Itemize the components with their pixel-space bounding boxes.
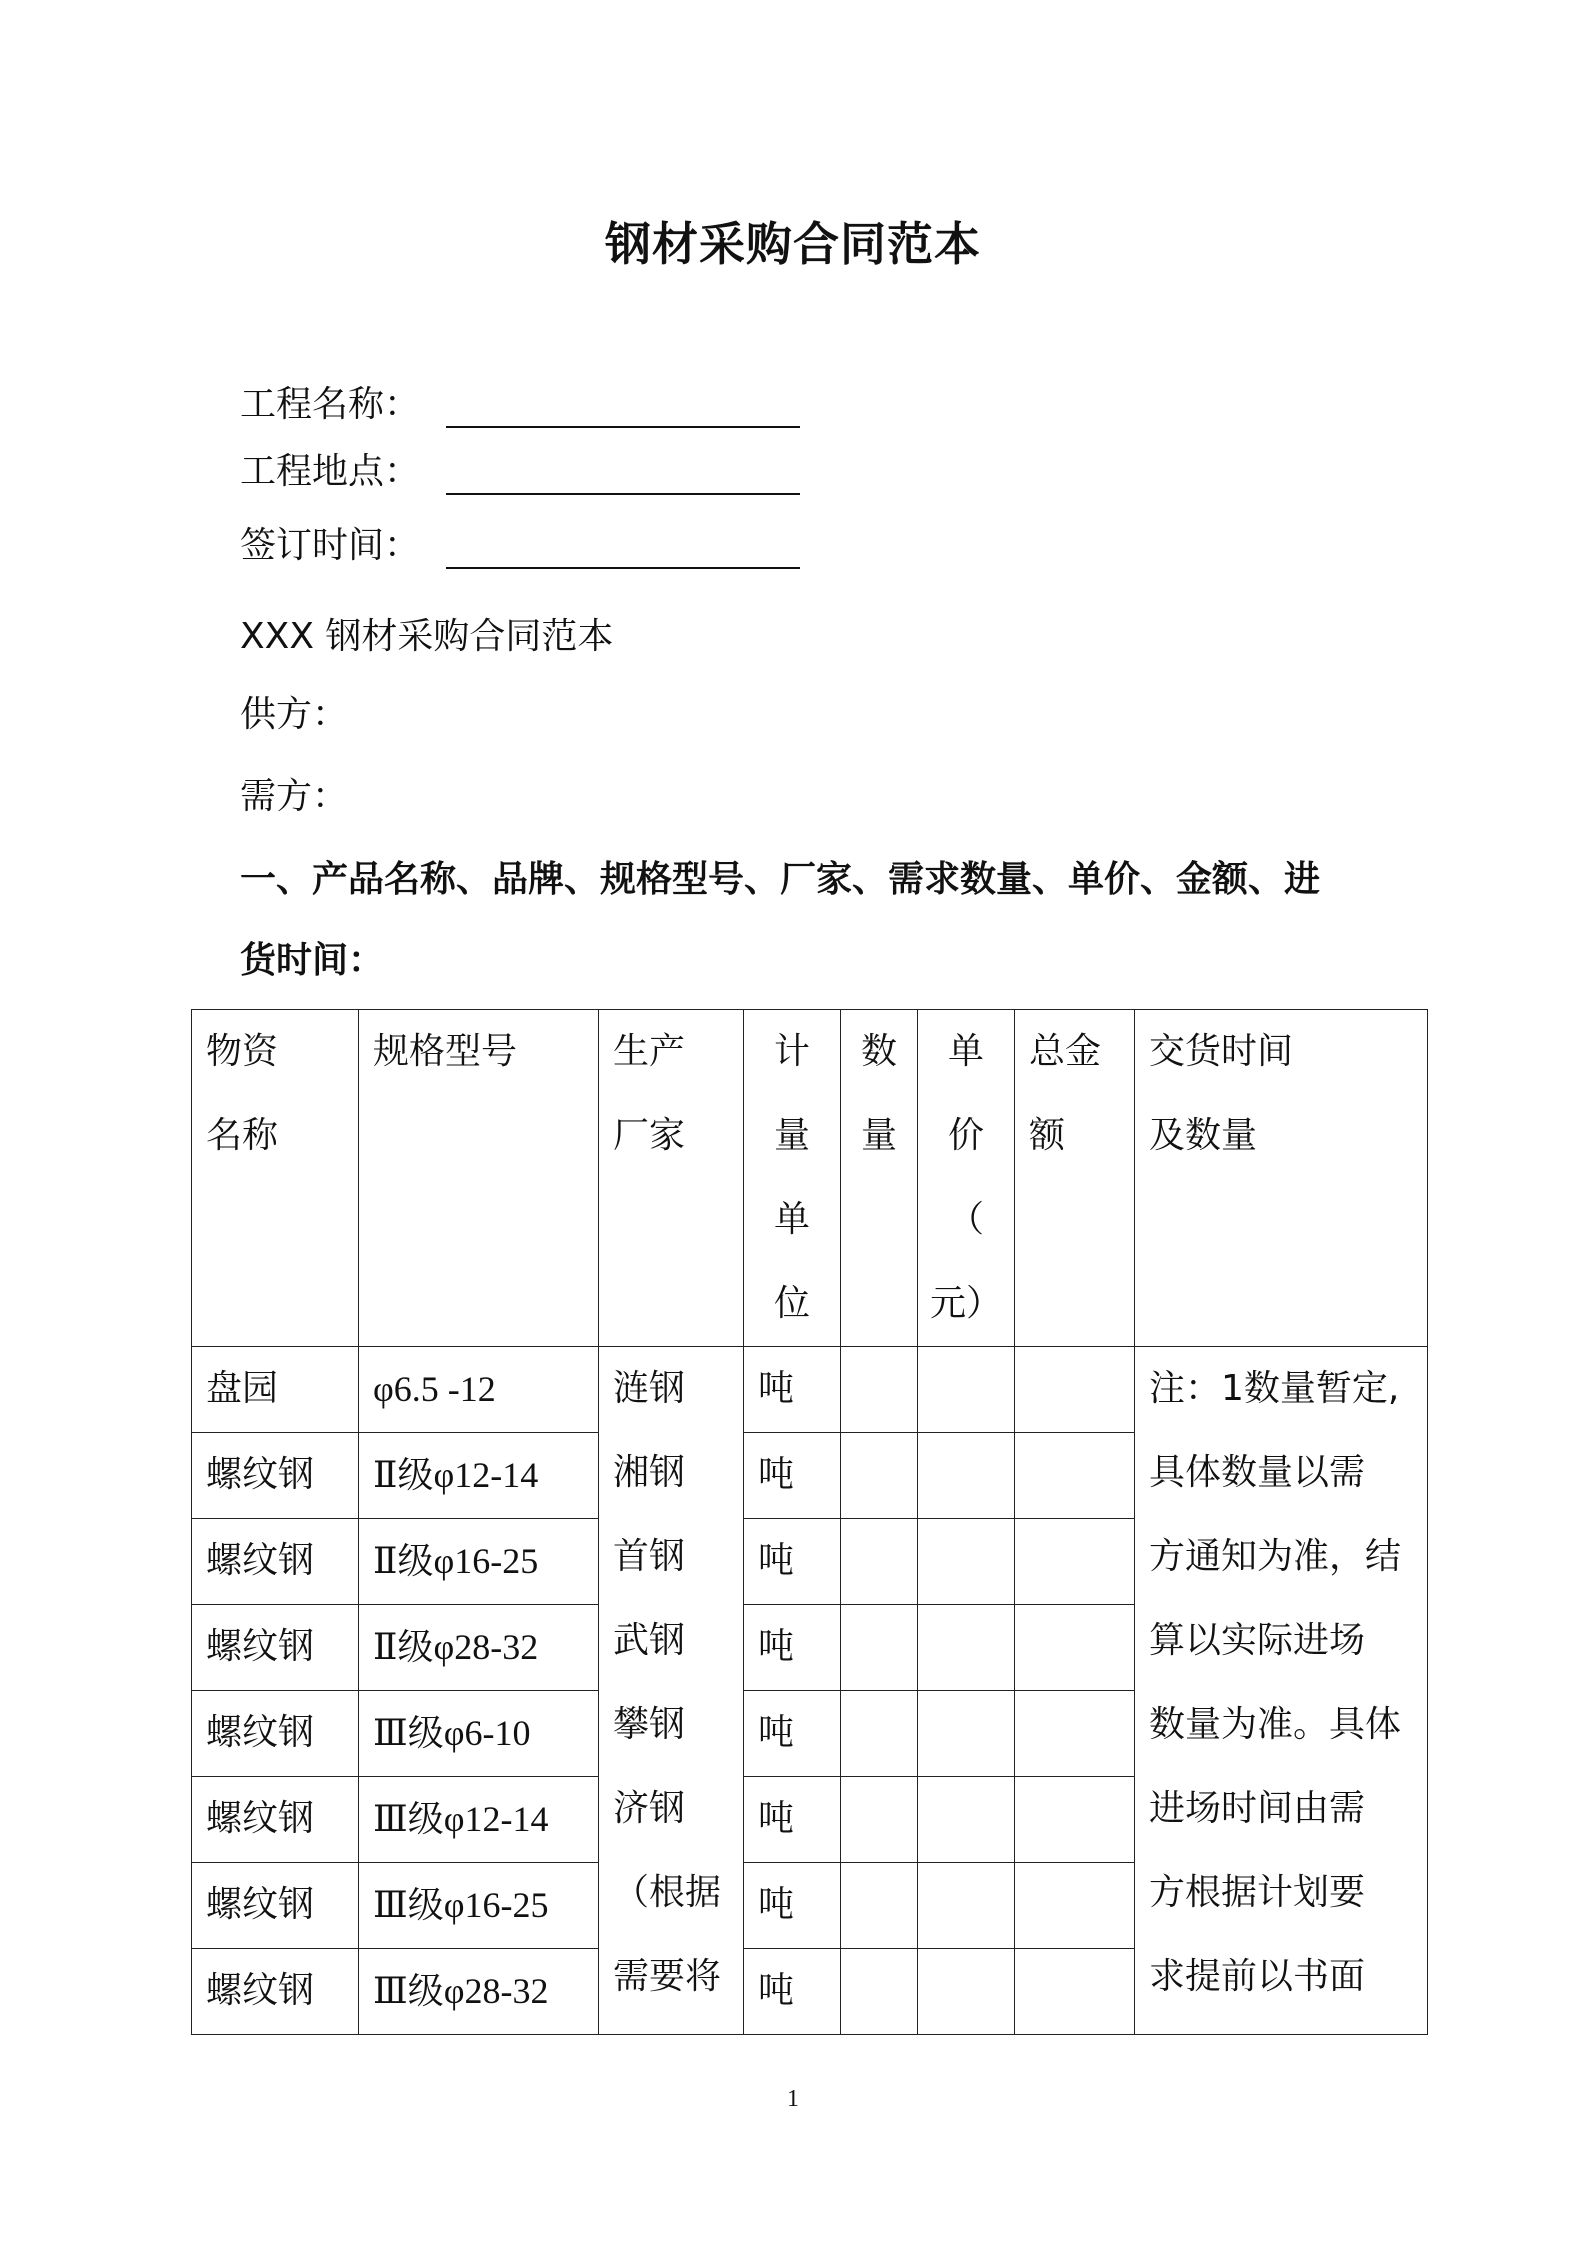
cell-quantity bbox=[841, 1347, 918, 1433]
header-delivery: 交货时间 及数量 bbox=[1135, 1010, 1428, 1347]
manufacturer-line: 攀钢 bbox=[613, 1704, 686, 1745]
cell-manufacturers bbox=[599, 1347, 744, 2035]
manufacturer-line: （根据 bbox=[613, 1872, 722, 1913]
header-unit: 计 量 单 位 bbox=[744, 1010, 841, 1347]
page-number: 1 bbox=[787, 2086, 799, 2112]
cell-total bbox=[1015, 1519, 1135, 1605]
cell-unit-price bbox=[918, 1605, 1015, 1691]
cell-material-name: 螺纹钢 bbox=[192, 1691, 359, 1777]
cell-total bbox=[1015, 1605, 1135, 1691]
cell-unit: 吨 bbox=[744, 1863, 841, 1949]
note-line: 方根据计划要 bbox=[1149, 1872, 1366, 1913]
cell-spec: Ⅱ级φ28-32 bbox=[359, 1605, 599, 1691]
note-line: 算以实际进场 bbox=[1149, 1620, 1366, 1661]
cell-total bbox=[1015, 1863, 1135, 1949]
project-location-blank bbox=[446, 493, 800, 495]
document-title: 钢材采购合同范本 bbox=[605, 217, 981, 271]
header-spec: 规格型号 bbox=[359, 1010, 599, 1347]
cell-material-name: 螺纹钢 bbox=[192, 1777, 359, 1863]
note-line: 注：1数量暂定, bbox=[1149, 1368, 1400, 1409]
project-name-blank bbox=[446, 426, 800, 428]
cell-quantity bbox=[841, 1605, 918, 1691]
section-1-heading-cont: 货时间： bbox=[240, 940, 385, 981]
cell-unit-price bbox=[918, 1863, 1015, 1949]
sign-date-label: 签订时间： bbox=[240, 525, 421, 566]
cell-quantity bbox=[841, 1519, 918, 1605]
note-line: 进场时间由需 bbox=[1149, 1788, 1366, 1829]
manufacturer-line: 首钢 bbox=[613, 1536, 686, 1577]
note-line: 具体数量以需 bbox=[1149, 1452, 1366, 1493]
cell-unit-price bbox=[918, 1519, 1015, 1605]
supplier-label: 供方： bbox=[240, 694, 349, 735]
cell-spec: Ⅲ级φ6-10 bbox=[359, 1691, 599, 1777]
cell-spec: Ⅲ级φ12-14 bbox=[359, 1777, 599, 1863]
note-line: 数量为准。具体 bbox=[1149, 1704, 1402, 1745]
cell-material-name: 螺纹钢 bbox=[192, 1433, 359, 1519]
buyer-label: 需方： bbox=[240, 776, 349, 817]
cell-quantity bbox=[841, 1433, 918, 1519]
header-quantity: 数 量 bbox=[841, 1010, 918, 1347]
cell-total bbox=[1015, 1347, 1135, 1433]
note-line: 求提前以书面 bbox=[1149, 1956, 1366, 1997]
cell-unit-price bbox=[918, 1433, 1015, 1519]
cell-unit: 吨 bbox=[744, 1519, 841, 1605]
cell-material-name: 螺纹钢 bbox=[192, 1949, 359, 2035]
cell-spec: Ⅲ级φ28-32 bbox=[359, 1949, 599, 2035]
cell-total bbox=[1015, 1691, 1135, 1777]
header-unit-price: 单 价 （ 元） bbox=[918, 1010, 1015, 1347]
cell-unit: 吨 bbox=[744, 1777, 841, 1863]
cell-unit: 吨 bbox=[744, 1433, 841, 1519]
sign-date-blank bbox=[446, 567, 800, 569]
header-material-name: 物资 名称 bbox=[192, 1010, 359, 1347]
cell-unit: 吨 bbox=[744, 1691, 841, 1777]
cell-unit-price bbox=[918, 1949, 1015, 2035]
cell-quantity bbox=[841, 1777, 918, 1863]
manufacturer-line: 需要将 bbox=[613, 1956, 722, 1997]
table-row bbox=[192, 1347, 1428, 1433]
table-header-row bbox=[192, 1010, 1428, 1347]
cell-delivery-note bbox=[1135, 1347, 1428, 2035]
goods-table bbox=[191, 1009, 1428, 2035]
cell-unit-price bbox=[918, 1777, 1015, 1863]
cell-total bbox=[1015, 1777, 1135, 1863]
manufacturer-line: 涟钢 bbox=[613, 1368, 686, 1409]
cell-total bbox=[1015, 1949, 1135, 2035]
manufacturer-line: 济钢 bbox=[613, 1788, 686, 1829]
cell-total bbox=[1015, 1433, 1135, 1519]
manufacturer-line: 武钢 bbox=[613, 1620, 686, 1661]
header-total-amount: 总金 额 bbox=[1015, 1010, 1135, 1347]
cell-unit-price bbox=[918, 1691, 1015, 1777]
project-location-label: 工程地点： bbox=[240, 451, 421, 492]
cell-unit: 吨 bbox=[744, 1605, 841, 1691]
cell-unit: 吨 bbox=[744, 1347, 841, 1433]
cell-spec: Ⅱ级φ16-25 bbox=[359, 1519, 599, 1605]
cell-unit-price bbox=[918, 1347, 1015, 1433]
cell-material-name: 盘园 bbox=[192, 1347, 359, 1433]
cell-spec: φ6.5 -12 bbox=[359, 1347, 599, 1433]
cell-quantity bbox=[841, 1691, 918, 1777]
cell-material-name: 螺纹钢 bbox=[192, 1605, 359, 1691]
cell-quantity bbox=[841, 1863, 918, 1949]
header-manufacturer: 生产 厂家 bbox=[599, 1010, 744, 1347]
project-name-label: 工程名称： bbox=[240, 384, 421, 425]
cell-spec: Ⅲ级φ16-25 bbox=[359, 1863, 599, 1949]
cell-material-name: 螺纹钢 bbox=[192, 1863, 359, 1949]
manufacturer-line: 湘钢 bbox=[613, 1452, 686, 1493]
section-1-heading: 一、产品名称、品牌、规格型号、厂家、需求数量、单价、金额、进 bbox=[240, 859, 1321, 900]
cell-material-name: 螺纹钢 bbox=[192, 1519, 359, 1605]
cell-unit: 吨 bbox=[744, 1949, 841, 2035]
cell-quantity bbox=[841, 1949, 918, 2035]
cell-spec: Ⅱ级φ12-14 bbox=[359, 1433, 599, 1519]
contract-subtitle: XXX 钢材采购合同范本 bbox=[240, 616, 614, 657]
note-line: 方通知为准，结 bbox=[1149, 1536, 1402, 1577]
